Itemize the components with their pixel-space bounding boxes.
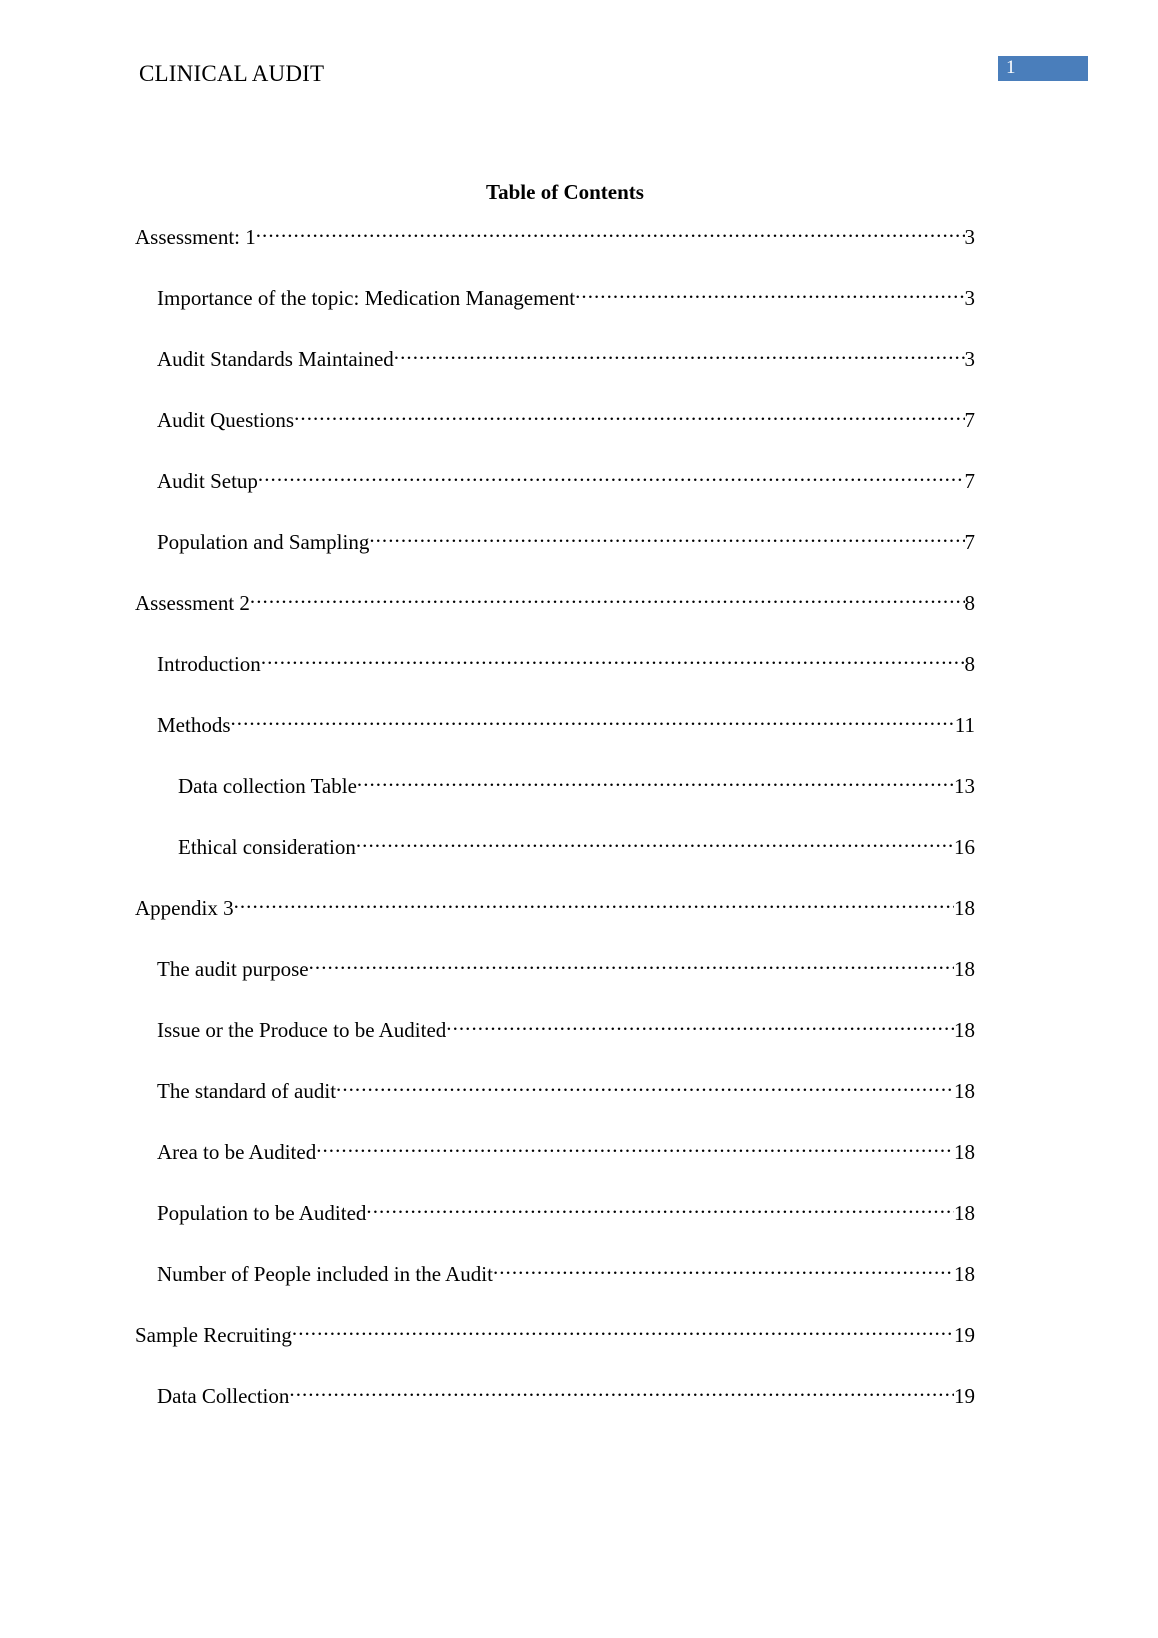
toc-entry[interactable] bbox=[157, 1371, 975, 1432]
toc-dot-leader bbox=[261, 649, 965, 671]
header-document-title: CLINICAL AUDIT bbox=[139, 61, 325, 86]
toc-entry[interactable] bbox=[135, 883, 975, 944]
toc-entry-label: The audit purpose bbox=[157, 957, 309, 981]
page-number-value: 1 bbox=[1006, 57, 1016, 78]
toc-entry[interactable] bbox=[157, 334, 975, 395]
toc-entry-page-number: 13 bbox=[954, 774, 975, 798]
toc-entry-label: Area to be Audited bbox=[157, 1140, 317, 1164]
toc-entry-page-number: 18 bbox=[954, 1079, 975, 1103]
toc-entry-label: Audit Standards Maintained bbox=[157, 347, 394, 371]
toc-entry-page-number: 3 bbox=[964, 347, 975, 371]
toc-dot-leader bbox=[336, 1076, 954, 1098]
toc-entry-page-number: 18 bbox=[954, 1262, 975, 1286]
toc-entry[interactable] bbox=[178, 822, 975, 883]
toc-entry-label: Population and Sampling bbox=[157, 530, 370, 554]
toc-dot-leader bbox=[309, 954, 954, 976]
toc-dot-leader bbox=[256, 222, 965, 244]
page-number-badge bbox=[998, 56, 1088, 81]
toc-entry[interactable] bbox=[135, 212, 975, 273]
toc-entry[interactable] bbox=[157, 456, 975, 517]
toc-entry-label: Issue or the Produce to be Audited bbox=[157, 1018, 447, 1042]
toc-entry[interactable] bbox=[157, 517, 975, 578]
toc-dot-leader bbox=[231, 710, 955, 732]
toc-entry[interactable] bbox=[157, 1066, 975, 1127]
toc-entry-page-number: 3 bbox=[964, 225, 975, 249]
toc-entry-label: Audit Questions bbox=[157, 408, 295, 432]
toc-dot-leader bbox=[369, 527, 964, 549]
toc-entry-label: Data collection Table bbox=[178, 774, 357, 798]
toc-entry-label: Importance of the topic: Medication Management bbox=[157, 286, 576, 310]
toc-dot-leader bbox=[366, 1198, 954, 1220]
toc-entry[interactable] bbox=[157, 273, 975, 334]
toc-entry-label: Ethical consideration bbox=[178, 835, 356, 859]
toc-dot-leader bbox=[446, 1015, 954, 1037]
toc-entry[interactable] bbox=[157, 1249, 975, 1310]
toc-entry-label: Data Collection bbox=[157, 1384, 290, 1408]
toc-dot-leader bbox=[394, 344, 965, 366]
toc-dot-leader bbox=[250, 588, 965, 610]
toc-dot-leader bbox=[493, 1259, 954, 1281]
toc-entry-label: Audit Setup bbox=[157, 469, 258, 493]
toc-entry[interactable] bbox=[157, 944, 975, 1005]
toc-entry-page-number: 18 bbox=[954, 957, 975, 981]
toc-entry-label: Appendix 3 bbox=[135, 896, 234, 920]
toc-dot-leader bbox=[258, 466, 965, 488]
toc-entry-page-number: 19 bbox=[954, 1323, 975, 1347]
toc-entry-page-number: 16 bbox=[954, 835, 975, 859]
toc-entry[interactable] bbox=[135, 1310, 975, 1371]
toc-dot-leader bbox=[316, 1137, 954, 1159]
toc-entry[interactable] bbox=[157, 1127, 975, 1188]
toc-dot-leader bbox=[289, 1381, 954, 1403]
toc-dot-leader bbox=[575, 283, 964, 305]
toc-entry-label: Assessment 2 bbox=[135, 591, 250, 615]
toc-entry-page-number: 18 bbox=[954, 1201, 975, 1225]
toc-entry-page-number: 18 bbox=[954, 1140, 975, 1164]
toc-entry-label: Sample Recruiting bbox=[135, 1323, 292, 1347]
toc-entry[interactable] bbox=[157, 1005, 975, 1066]
toc-entry[interactable] bbox=[157, 1188, 975, 1249]
toc-entry-label: Number of People included in the Audit bbox=[157, 1262, 493, 1286]
running-header bbox=[0, 58, 1158, 98]
toc-entry-label: Introduction bbox=[157, 652, 261, 676]
toc-entry-page-number: 7 bbox=[964, 469, 975, 493]
toc-dot-leader bbox=[357, 771, 954, 793]
toc-entry-page-number: 18 bbox=[954, 1018, 975, 1042]
toc-entry-list bbox=[0, 212, 1158, 1432]
toc-entry[interactable] bbox=[157, 395, 975, 456]
toc-entry-label: Methods bbox=[157, 713, 231, 737]
toc-entry[interactable] bbox=[178, 761, 975, 822]
toc-entry[interactable] bbox=[135, 578, 975, 639]
table-of-contents bbox=[0, 178, 1158, 1432]
toc-dot-leader bbox=[356, 832, 954, 854]
toc-entry-label: Population to be Audited bbox=[157, 1201, 367, 1225]
toc-entry-page-number: 8 bbox=[964, 652, 975, 676]
toc-entry-page-number: 3 bbox=[964, 286, 975, 310]
toc-dot-leader bbox=[234, 893, 954, 915]
toc-dot-leader bbox=[294, 405, 964, 427]
toc-heading: Table of Contents bbox=[486, 180, 644, 204]
toc-entry[interactable] bbox=[157, 639, 975, 700]
toc-entry-page-number: 7 bbox=[964, 530, 975, 554]
toc-entry-page-number: 7 bbox=[964, 408, 975, 432]
toc-entry[interactable] bbox=[157, 700, 975, 761]
toc-entry-label: The standard of audit bbox=[157, 1079, 337, 1103]
toc-entry-page-number: 11 bbox=[954, 713, 975, 737]
toc-entry-page-number: 18 bbox=[954, 896, 975, 920]
toc-entry-label: Assessment: 1 bbox=[135, 225, 256, 249]
toc-entry-page-number: 19 bbox=[954, 1384, 975, 1408]
toc-entry-page-number: 8 bbox=[964, 591, 975, 615]
toc-dot-leader bbox=[292, 1320, 954, 1342]
